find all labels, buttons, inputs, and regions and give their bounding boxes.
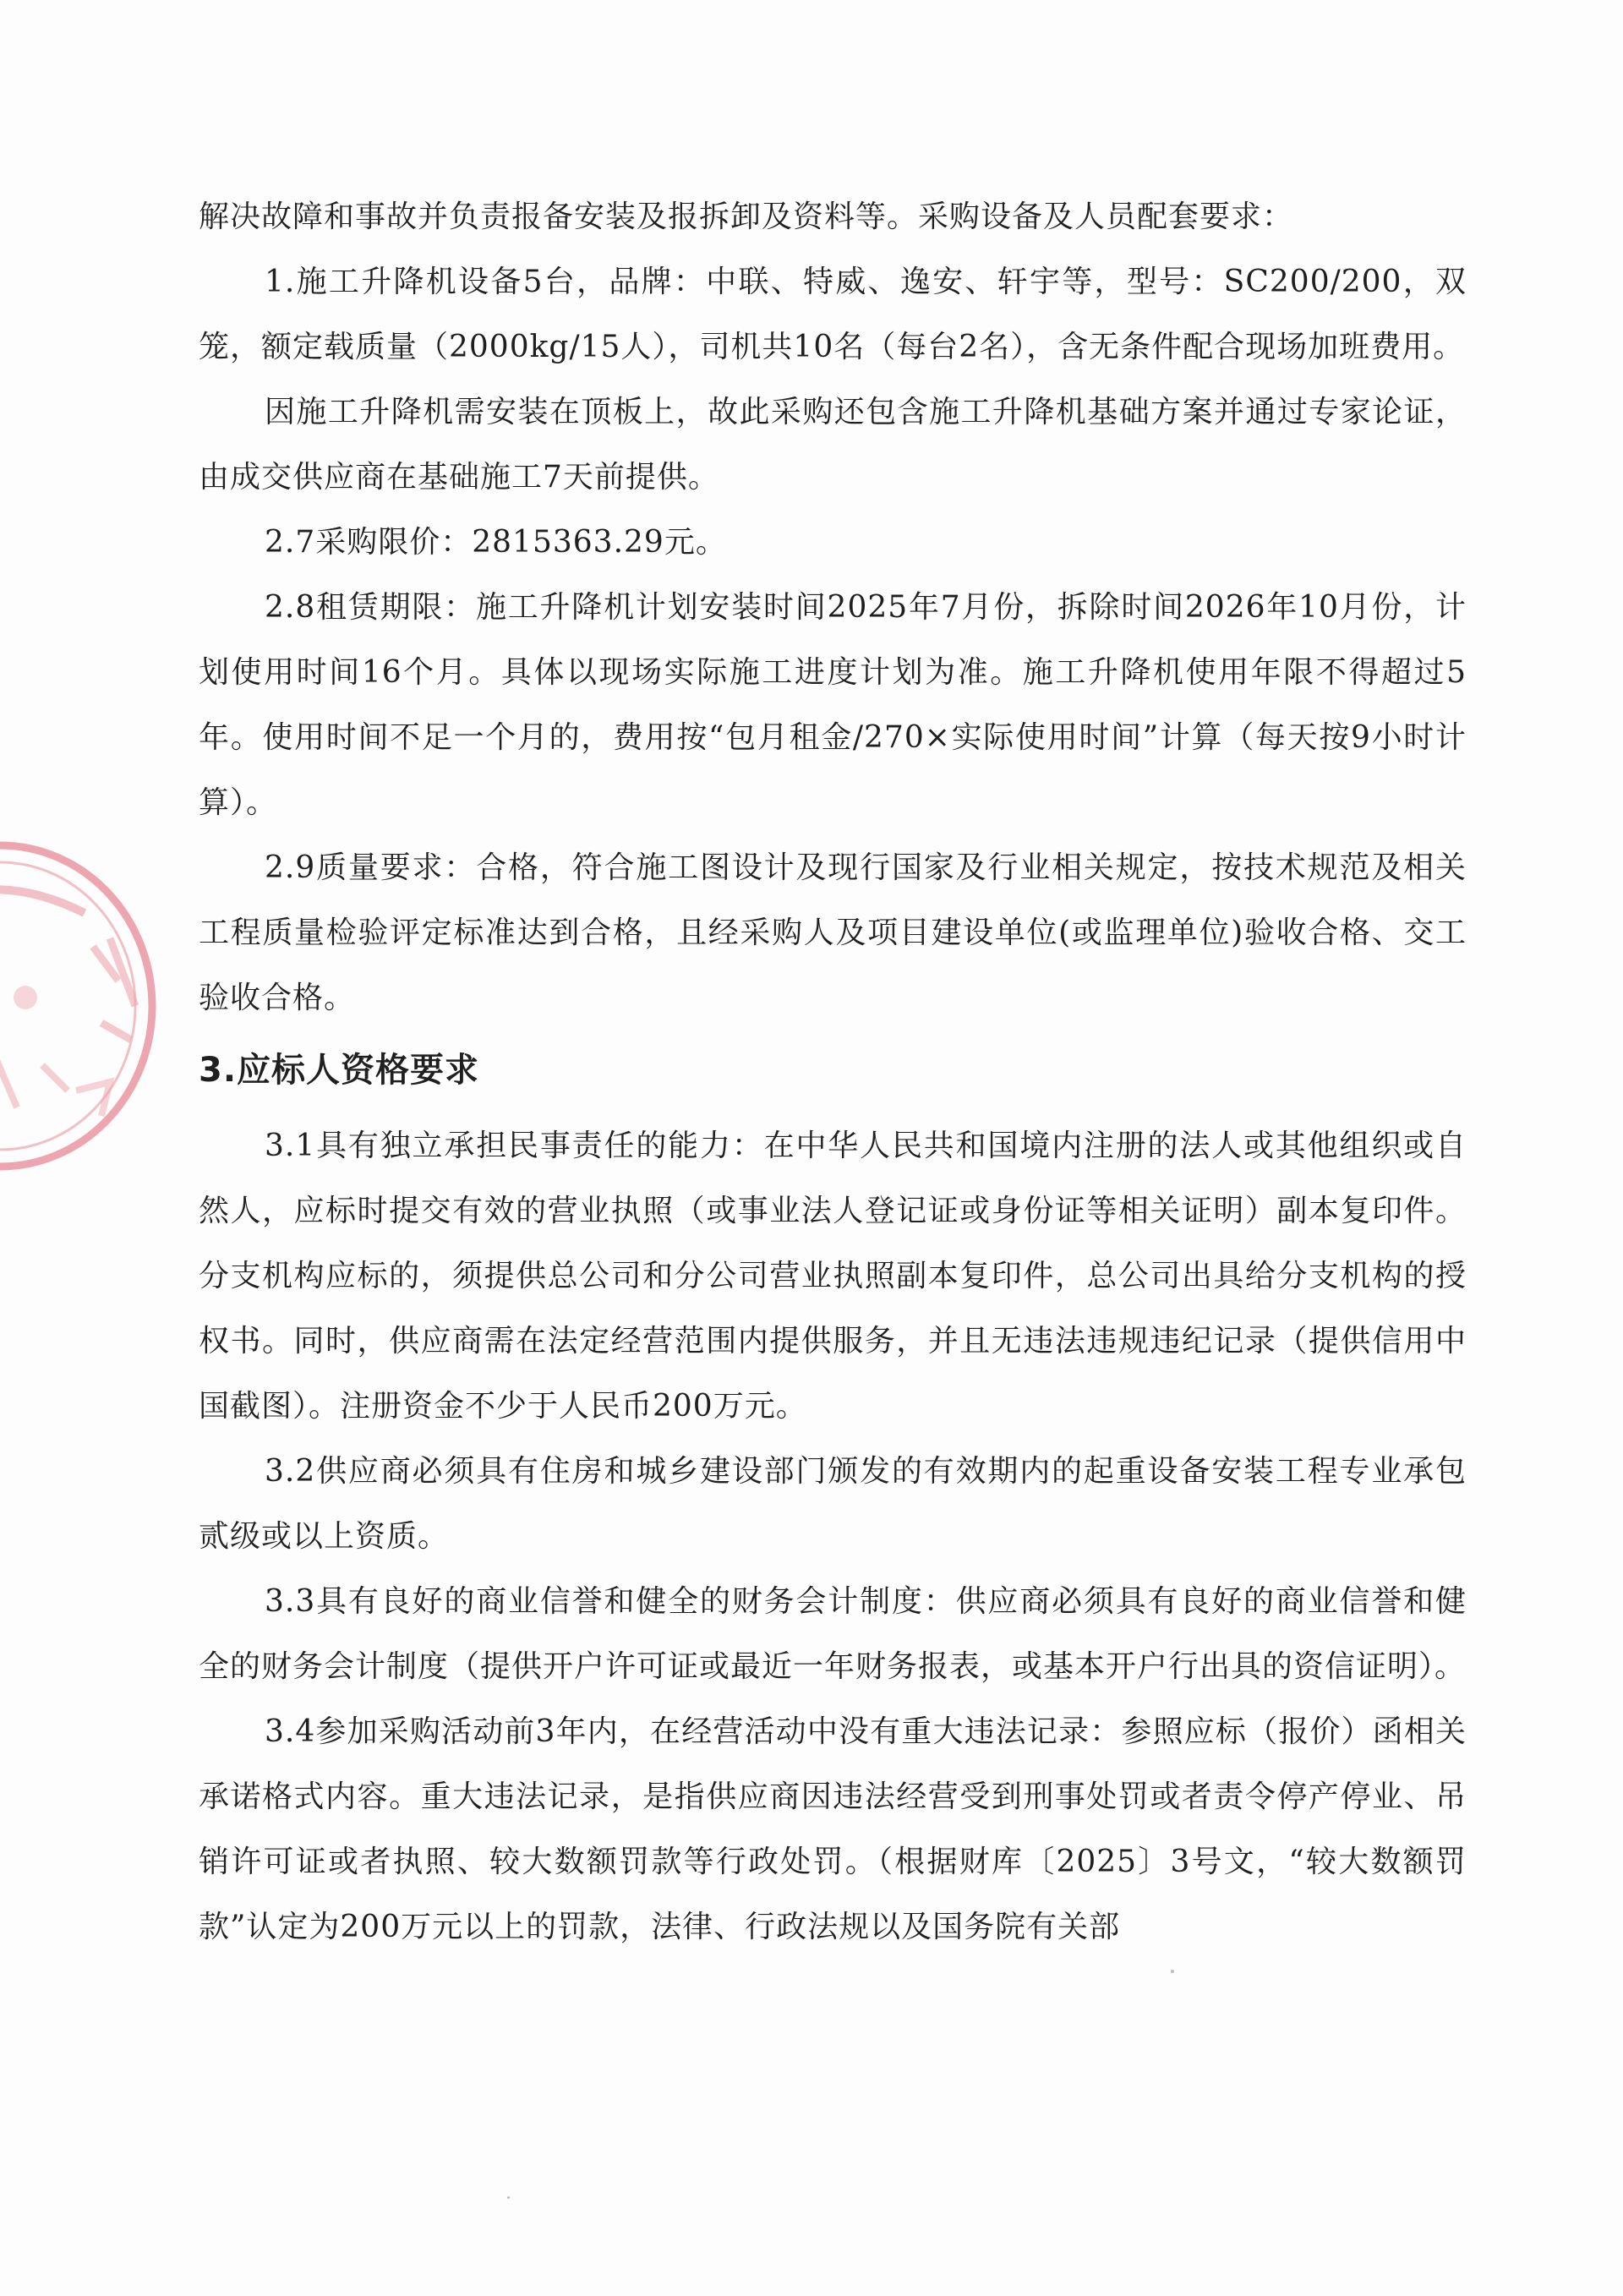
scan-speck xyxy=(1171,1970,1174,1973)
paragraph-price-limit: 2.7采购限价：2815363.29元。 xyxy=(265,525,727,560)
paragraph-lease-term: 2.8租赁期限：施工升降机计划安装时间2025年7月份，拆除时间2026年10月份，计划使用时间16个月。具体以现场实际施工进度计划为准。施工升降机使用年限不得超过5年。使用时间不足一个月的，费用按“包月租金/270×实际使用时间”计算（每天按9小时计算）。 xyxy=(199,590,1467,820)
paragraph-3-4: 3.4参加采购活动前3年内，在经营活动中没有重大违法记录：参照应标（报价）函相关承诺格式内容。重大违法记录，是指供应商因违法经营受到刑事处罚或者责令停产停业、吊销许可证或者执照、较大数额罚款等行政处罚。（根据财库〔2025〕3号文，“较大数额罚款”认定为200万元以上的罚款，法律、行政法规以及国务院有关部 xyxy=(199,1714,1467,1944)
paragraph-3-3: 3.3具有良好的商业信誉和健全的财务会计制度：供应商必须具有良好的商业信誉和健全的财务会计制度（提供开户许可证或最近一年财务报表，或基本开户行出具的资信证明）。 xyxy=(199,1584,1467,1684)
paragraph-continued: 解决故障和事故并负责报备安装及报拆卸及资料等。采购设备及人员配套要求： xyxy=(199,200,1294,234)
paragraph-3-1: 3.1具有独立承担民事责任的能力：在中华人民共和国境内注册的法人或其他组织或自然人，应标时提交有效的营业执照（或事业法人登记证或身份证等相关证明）副本复印件。分支机构应标的，须提供总公司和分公司营业执照副本复印件，总公司出具给分支机构的授权书。同时，供应商需在法定经营范围内提供服务，并且无违法违规违纪记录（提供信用中国截图）。注册资金不少于人民币200万元。 xyxy=(199,1129,1467,1424)
paragraph-foundation: 因施工升降机需安装在顶板上，故此采购还包含施工升降机基础方案并通过专家论证，由成交供应商在基础施工7天前提供。 xyxy=(199,395,1467,495)
section-heading: 3.应标人资格要求 xyxy=(199,1051,480,1090)
paragraph-3-2: 3.2供应商必须具有住房和城乡建设部门颁发的有效期内的起重设备安装工程专业承包贰级或以上资质。 xyxy=(199,1454,1467,1554)
document-body xyxy=(199,184,1467,1960)
scan-speck xyxy=(507,2196,510,2199)
paragraph-quality: 2.9质量要求：合格，符合施工图设计及现行国家及行业相关规定，按技术规范及相关工程质量检验评定标准达到合格，且经采购人及项目建设单位(或监理单位)验收合格、交工验收合格。 xyxy=(199,850,1467,1015)
red-seal-stamp xyxy=(0,837,178,1175)
paragraph-equipment: 1.施工升降机设备5台，品牌：中联、特威、逸安、轩宇等，型号：SC200/200，双笼，额定载质量（2000kg/15人），司机共10名（每台2名），含无条件配合现场加班费用。 xyxy=(199,265,1467,364)
